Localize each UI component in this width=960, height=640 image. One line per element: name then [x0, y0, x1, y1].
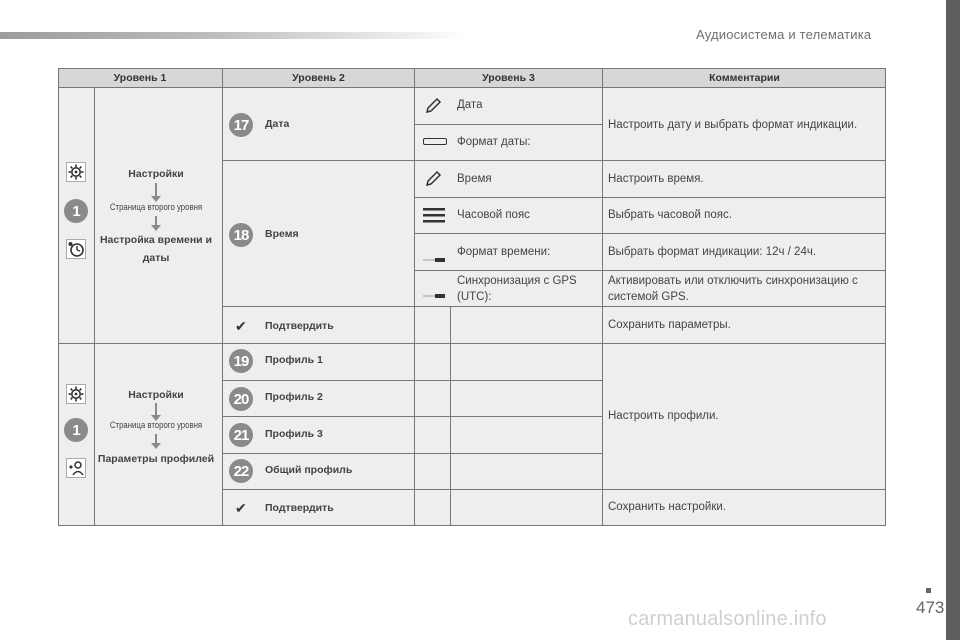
row-time-l3 — [414, 160, 602, 197]
step-badge-1: 1 — [64, 418, 88, 442]
row-confirm1-empty2 — [450, 306, 602, 343]
header-comments: Комментарии — [602, 68, 886, 87]
section-title: Аудиосистема и телематика — [696, 27, 872, 42]
comment-date: Настроить дату и выбрать формат индикации. — [608, 119, 858, 131]
level2-profile2: Профиль 2 — [265, 391, 323, 403]
pencil-icon — [424, 170, 442, 193]
row-confirm1-empty1 — [414, 306, 450, 343]
confirm-check-icon: ✔ — [235, 318, 247, 334]
level3-gps-sync: Синхронизация с GPS (UTC): — [457, 275, 577, 303]
level3-time-format: Формат времени: — [457, 246, 551, 258]
block1-menu-cell — [94, 87, 222, 343]
step-badge-18: 18 — [229, 223, 253, 247]
empty-cell — [414, 343, 450, 380]
second-level-page-label: Страница второго уровня — [109, 202, 203, 213]
toggle-icon — [423, 250, 445, 268]
header-level3: Уровень 3 — [414, 68, 602, 87]
settings-gear-icon — [66, 384, 86, 404]
comment-save-params: Сохранить параметры. — [608, 319, 731, 331]
comment-save-settings: Сохранить настройки. — [608, 501, 726, 513]
empty-cell — [414, 453, 450, 489]
empty-cell — [450, 343, 602, 380]
level2-common-profile: Общий профиль — [265, 464, 353, 476]
level2-date: Дата — [265, 118, 290, 130]
submenu-time-date-title: Настройка времени и даты — [99, 234, 213, 264]
clock-settings-icon — [66, 239, 86, 259]
level2-confirm: Подтвердить — [265, 320, 334, 332]
page-marker — [926, 588, 931, 593]
comment-time-format: Выбрать формат индикации: 12ч / 24ч. — [608, 246, 817, 258]
page-edge-strip — [946, 0, 960, 640]
empty-cell — [450, 489, 602, 526]
profile-user-icon — [66, 458, 86, 478]
empty-cell — [414, 380, 450, 416]
menu-settings-title: Настройки — [128, 168, 184, 180]
header-decoration-bar — [0, 32, 470, 39]
menu-settings-title: Настройки — [128, 389, 184, 401]
step-badge-20: 20 — [229, 387, 253, 411]
level2-confirm: Подтвердить — [265, 502, 334, 514]
submenu-profiles-title: Параметры профилей — [97, 453, 215, 465]
step-badge-1: 1 — [64, 199, 88, 223]
confirm-check-icon: ✔ — [235, 500, 247, 516]
comment-time: Настроить время. — [608, 173, 704, 185]
comment-gps: Активировать или отключить синхронизацию с системой GPS. — [608, 275, 858, 303]
slider-icon — [423, 138, 447, 145]
header-level2: Уровень 2 — [222, 68, 414, 87]
empty-cell — [450, 453, 602, 489]
level2-profile3: Профиль 3 — [265, 428, 323, 440]
settings-gear-icon — [66, 162, 86, 182]
level3-time: Время — [457, 173, 492, 185]
level3-date: Дата — [457, 99, 483, 111]
list-icon — [423, 207, 445, 228]
level2-profile1: Профиль 1 — [265, 354, 323, 366]
step-badge-19: 19 — [229, 349, 253, 373]
empty-cell — [450, 380, 602, 416]
toggle-icon — [423, 286, 445, 304]
step-badge-21: 21 — [229, 423, 253, 447]
level2-time: Время — [265, 228, 299, 240]
row-date-l3 — [414, 87, 602, 124]
empty-cell — [414, 489, 450, 526]
watermark: carmanualsonline.info — [628, 608, 827, 630]
empty-cell — [450, 416, 602, 453]
block2-menu-cell — [94, 343, 222, 526]
pencil-icon — [424, 97, 442, 120]
comment-timezone: Выбрать часовой пояс. — [608, 209, 732, 221]
step-badge-17: 17 — [229, 113, 253, 137]
level3-date-format: Формат даты: — [457, 136, 531, 148]
step-badge-22: 22 — [229, 459, 253, 483]
empty-cell — [414, 416, 450, 453]
comment-profiles: Настроить профили. — [608, 410, 719, 422]
level3-timezone: Часовой пояс — [457, 209, 530, 221]
header-level1: Уровень 1 — [58, 68, 222, 87]
second-level-page-label: Страница второго уровня — [109, 420, 203, 431]
page-number: 473 — [916, 598, 945, 617]
